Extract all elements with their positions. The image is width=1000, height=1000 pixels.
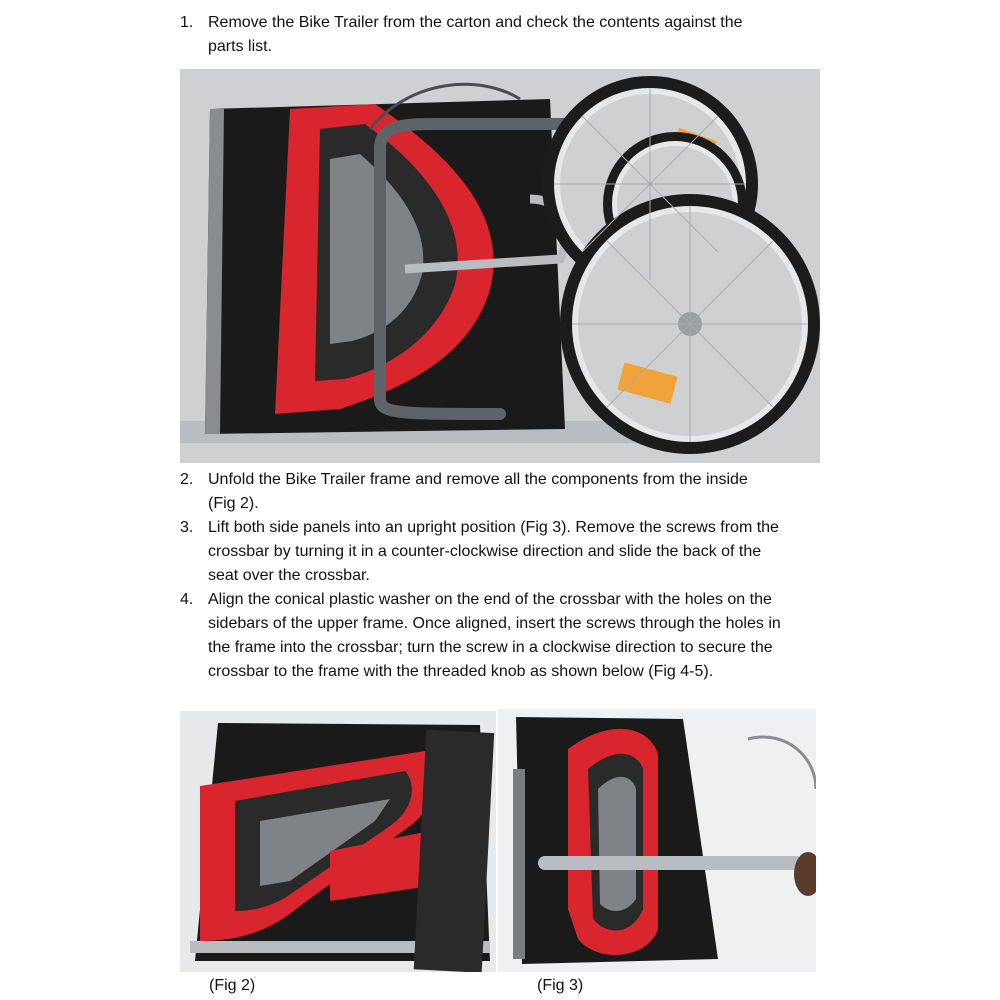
step-line: Align the conical plastic washer on the end of the crossbar with the holes on the	[208, 591, 772, 608]
folded-trailer-photo	[180, 69, 820, 463]
step-line: (Fig 2).	[208, 495, 259, 512]
step-line: the frame into the crossbar; turn the screw in a clockwise direction to secure the	[208, 639, 773, 656]
step-line: seat over the crossbar.	[208, 567, 370, 584]
fig2-photo	[180, 711, 496, 972]
step-number: 4.	[180, 591, 194, 608]
step-number: 2.	[180, 471, 194, 488]
step-line: Remove the Bike Trailer from the carton and check the contents against the	[208, 14, 743, 31]
step-line: parts list.	[208, 38, 273, 55]
step-line: Lift both side panels into an upright position (Fig 3). Remove the screws from the	[208, 519, 779, 536]
step-number: 3.	[180, 519, 194, 536]
step-line: sidebars of the upper frame. Once aligned, insert the screws through the holes in	[208, 615, 781, 632]
step-line: crossbar to the frame with the threaded knob as shown below (Fig 4-5).	[208, 663, 714, 680]
fig3-caption: (Fig 3)	[537, 977, 584, 994]
step-line: Unfold the Bike Trailer frame and remove all the components from the inside	[208, 471, 748, 488]
fig3-photo	[498, 709, 816, 972]
step-line: crossbar by turning it in a counter-clockwise direction and slide the back of the	[208, 543, 762, 560]
fig2-caption: (Fig 2)	[209, 977, 256, 994]
step-number: 1.	[180, 14, 194, 31]
